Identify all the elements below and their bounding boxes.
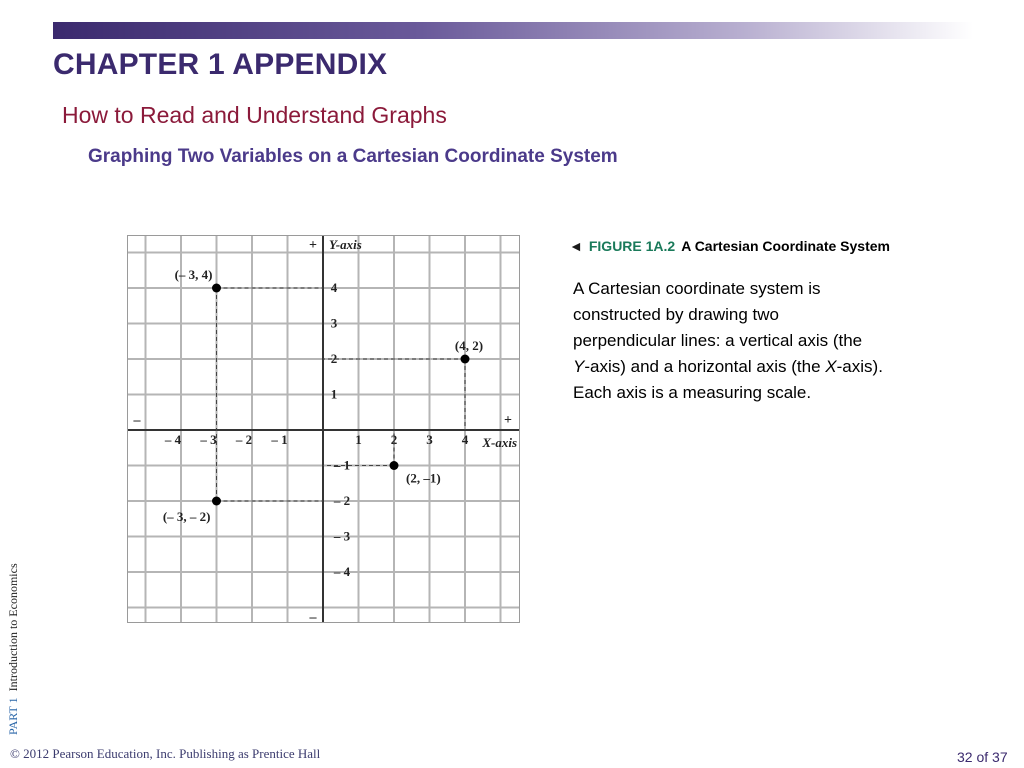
x-tick-label: 2: [390, 432, 398, 447]
x-tick-label: 3: [426, 432, 433, 447]
y-tick-label: 1: [330, 386, 338, 402]
y-tick-label: – 2: [333, 493, 351, 508]
caption-part-1: A Cartesian coordinate system is constructed by drawing two perpendicular lines: a vertical axis (the: [573, 279, 863, 350]
y-negative-sign: –: [309, 610, 317, 623]
part-sidebar: [6, 563, 21, 735]
x-tick-label: – 1: [271, 432, 288, 447]
x-tick-label: – 4: [164, 432, 182, 447]
part-title: Introduction to Economics: [6, 563, 20, 692]
figure-arrow-icon: ◄: [569, 238, 583, 254]
point-label: (4, 2): [454, 338, 484, 353]
caption-part-2: -axis) and a horizontal axis (the: [584, 357, 826, 376]
x-negative-sign: –: [133, 413, 141, 428]
cartesian-chart: [127, 235, 520, 623]
x-tick-label: – 3: [200, 432, 217, 447]
y-axis-title: Y-axis: [329, 237, 362, 252]
section-heading: Graphing Two Variables on a Cartesian Coordinate System: [88, 146, 618, 167]
y-tick-label: 3: [330, 315, 338, 331]
point-label: (– 3, 4): [174, 267, 213, 282]
data-point: [212, 497, 221, 506]
page-number: 32 of 37: [957, 749, 1008, 765]
title-accent-bar: [53, 22, 973, 39]
x-positive-sign: +: [504, 413, 512, 428]
data-point: [212, 284, 221, 293]
y-positive-sign: +: [309, 238, 317, 253]
y-tick-label: – 3: [333, 528, 351, 544]
y-tick-label: 2: [330, 351, 338, 366]
y-tick-label: – 4: [333, 564, 351, 579]
slide-subtitle: How to Read and Understand Graphs: [62, 102, 447, 128]
y-tick-label: – 1: [333, 457, 351, 473]
y-tick-label: 4: [330, 280, 338, 295]
caption-x: X: [825, 357, 837, 376]
data-point: [390, 461, 399, 470]
data-point: [461, 355, 470, 364]
figure-title: A Cartesian Coordinate System: [681, 238, 890, 254]
point-label: (– 3, – 2): [162, 509, 211, 524]
slide-title: CHAPTER 1 APPENDIX: [53, 48, 388, 81]
figure-number: FIGURE 1A.2: [588, 238, 676, 254]
x-tick-label: – 2: [235, 432, 253, 447]
point-label: (2, –1): [406, 470, 441, 486]
part-label: PART 1: [6, 697, 20, 735]
x-tick-label: 1: [355, 432, 362, 447]
x-axis-title: X-axis: [482, 435, 517, 450]
caption-part-3: -axis). Each axis is a measuring scale.: [573, 357, 883, 402]
copyright-footer: © 2012 Pearson Education, Inc. Publishing as Prentice Hall: [10, 746, 321, 761]
figure-caption: [573, 276, 883, 406]
caption-y: Y: [573, 357, 585, 376]
x-tick-label: 4: [461, 432, 469, 447]
figure-heading: [569, 237, 909, 255]
